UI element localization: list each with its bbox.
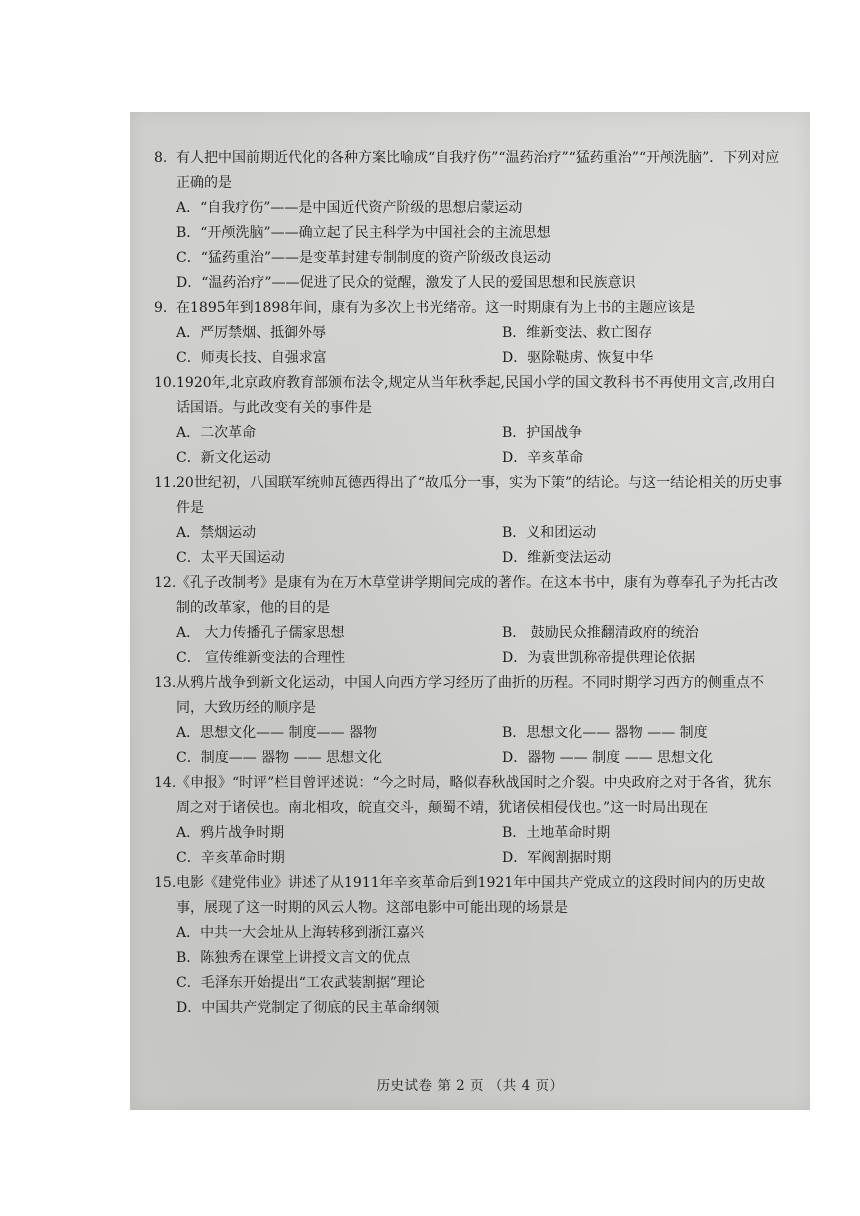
option-c: C．辛亥革命时期 <box>176 850 285 866</box>
question-text: 《孔子改制考》是康有为在万木草堂讲学期间完成的著作。在这本书中，康有为尊奉孔子为托古改制的改革家，他的目的是 <box>176 575 778 616</box>
option-b: B．思想文化—— 器物 —— 制度 <box>502 725 708 741</box>
page-footer: 历史试卷 第 2 页 （共 4 页） <box>376 1078 564 1094</box>
question-stem <box>154 571 784 621</box>
question-14 <box>154 771 784 871</box>
exam-page <box>130 112 810 1110</box>
question-list <box>154 146 784 1021</box>
option-row <box>154 446 784 471</box>
question-text: 《申报》“时评”栏目曾评述说：“今之时局，略似春秋战国时之介裂。中央政府之对于各省，犹东周之对于诸侯也。南北相攻，皖直交斗，颠蜀不靖，犹诸侯相侵伐也。”这一时局出现在 <box>176 775 772 816</box>
option-d: D．“温药治疗”——促进了民众的觉醒，激发了人民的爱国思想和民族意识 <box>176 275 636 291</box>
option-row <box>154 746 784 771</box>
question-12 <box>154 571 784 671</box>
option-a: A．鸦片战争时期 <box>176 825 285 841</box>
option-a: A．思想文化—— 制度—— 器物 <box>176 725 378 741</box>
option-c: C．“猛药重治”——是变革封建专制制度的资产阶级改良运动 <box>176 250 552 266</box>
option-c: C．毛泽东开始提出“工农武装割据”理论 <box>176 975 426 991</box>
option-row <box>154 421 784 446</box>
option-row <box>154 821 784 846</box>
question-number: 9. <box>154 300 168 316</box>
option-d: D．军阀割据时期 <box>502 850 612 866</box>
option-d: D．驱除鞑虏、恢复中华 <box>502 350 654 366</box>
option-a: A．二次革命 <box>176 425 257 441</box>
option-b: B．土地革命时期 <box>502 825 611 841</box>
option-c: C．师夷长技、自强求富 <box>176 350 327 366</box>
question-number: 10. <box>154 375 177 391</box>
question-15 <box>154 871 784 1021</box>
option-a: A．禁烟运动 <box>176 525 257 541</box>
option-b: B．义和团运动 <box>502 525 597 541</box>
option-a: A．严厉禁烟、抵御外辱 <box>176 325 327 341</box>
option-row <box>154 521 784 546</box>
option-row <box>154 721 784 746</box>
option-c: C．制度—— 器物 —— 思想文化 <box>176 750 383 766</box>
question-8 <box>154 146 784 296</box>
option-b: B．护国战争 <box>502 425 583 441</box>
question-text: 1920年,北京政府教育部颁布法令,规定从当年秋季起,民国小学的国文教科书不再使用文言,改用白话国语。与此改变有关的事件是 <box>176 375 776 416</box>
question-number: 15. <box>154 875 177 891</box>
option-d: D．中国共产党制定了彻底的民主革命纲领 <box>176 1000 440 1016</box>
option-row <box>154 621 784 646</box>
question-stem <box>154 671 784 721</box>
option-b: B． 鼓励民众推翻清政府的统治 <box>502 625 699 641</box>
option-c: C．太平天国运动 <box>176 550 285 566</box>
question-number: 11. <box>154 475 177 491</box>
option-d: D．为袁世凯称帝提供理论依据 <box>502 650 696 666</box>
option-b: B．“开颅洗脑”——确立起了民主科学为中国社会的主流思想 <box>176 225 551 241</box>
option-row <box>154 321 784 346</box>
option-a: A．中共一大会址从上海转移到浙江嘉兴 <box>176 925 425 941</box>
option-b: B．陈独秀在课堂上讲授文言文的优点 <box>176 950 411 966</box>
question-11 <box>154 471 784 571</box>
question-stem <box>154 471 784 521</box>
question-number: 8. <box>154 150 168 166</box>
question-text: 20世纪初，八国联军统帅瓦德西得出了“故瓜分一事，实为下策”的结论。与这一结论相关的历史事件是 <box>176 475 783 516</box>
question-13 <box>154 671 784 771</box>
option-row <box>154 646 784 671</box>
question-stem <box>154 371 784 421</box>
question-text: 有人把中国前期近代化的各种方案比喻成“自我疗伤”“温药治疗”“猛药重治”“开颅洗脑”．下列对应正确的是 <box>176 150 780 191</box>
option-b: B．维新变法、救亡图存 <box>502 325 653 341</box>
option-a: A． 大力传播孔子儒家思想 <box>176 625 345 641</box>
question-stem <box>154 871 784 921</box>
option-row <box>154 546 784 571</box>
question-number: 14. <box>154 775 177 791</box>
question-number: 12. <box>154 575 177 591</box>
option-d: D．维新变法运动 <box>502 550 612 566</box>
question-text: 电影《建党伟业》讲述了从1911年辛亥革命后到1921年中国共产党成立的这段时间内的历史故事，展现了这一时期的风云人物。这部电影中可能出现的场景是 <box>176 875 766 916</box>
option-c: C．新文化运动 <box>176 450 271 466</box>
question-10 <box>154 371 784 471</box>
option-c: C． 宣传维新变法的合理性 <box>176 650 346 666</box>
option-d: D．辛亥革命 <box>502 450 584 466</box>
question-stem <box>154 296 784 321</box>
question-9 <box>154 296 784 371</box>
option-a: A．“自我疗伤”——是中国近代资产阶级的思想启蒙运动 <box>176 200 523 216</box>
question-text: 在1895年到1898年间，康有为多次上书光绪帝。这一时期康有为上书的主题应该是 <box>176 300 696 316</box>
question-stem <box>154 146 784 196</box>
question-text: 从鸦片战争到新文化运动，中国人向西方学习经历了曲折的历程。不同时期学习西方的侧重点不同，大致历经的顺序是 <box>176 675 764 716</box>
option-row <box>154 846 784 871</box>
option-d: D．器物 —— 制度 —— 思想文化 <box>502 750 714 766</box>
question-stem <box>154 771 784 821</box>
option-row <box>154 346 784 371</box>
question-number: 13. <box>154 675 177 691</box>
